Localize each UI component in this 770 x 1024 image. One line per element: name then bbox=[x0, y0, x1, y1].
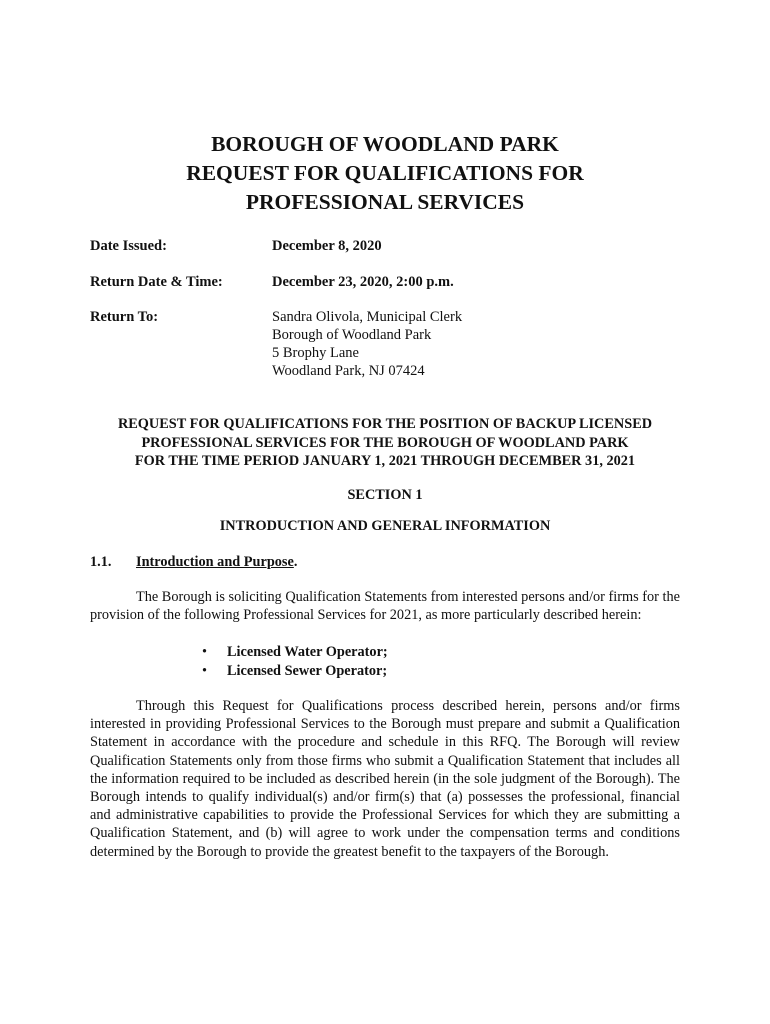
rfq-heading-line-1: REQUEST FOR QUALIFICATIONS FOR THE POSITION OF BACKUP LICENSED bbox=[117, 416, 653, 432]
section-number: SECTION 1 bbox=[347, 487, 423, 503]
date-issued-label: Date Issued: bbox=[90, 238, 167, 254]
return-date-label: Return Date & Time: bbox=[90, 274, 223, 290]
title-line-1: BOROUGH OF WOODLAND PARK bbox=[211, 132, 559, 156]
return-to-label: Return To: bbox=[90, 309, 159, 325]
rfq-heading-line-3: FOR THE TIME PERIOD JANUARY 1, 2021 THROUGH DECEMBER 31, 2021 bbox=[134, 453, 636, 469]
subsection-title bbox=[136, 553, 297, 571]
subsection-title-text: Introduction and Purpose bbox=[136, 554, 294, 570]
address-line: 5 Brophy Lane bbox=[272, 345, 359, 361]
title-line-2: REQUEST FOR QUALIFICATIONS FOR bbox=[186, 161, 584, 185]
document-title bbox=[0, 130, 770, 217]
subsection-number: 1.1. bbox=[90, 554, 112, 570]
list-item bbox=[200, 662, 388, 681]
list-item bbox=[200, 643, 388, 662]
bullet-icon: • bbox=[202, 662, 208, 679]
subsection-title-suffix: . bbox=[293, 554, 298, 570]
rfq-heading-line-2: PROFESSIONAL SERVICES FOR THE BOROUGH OF WOODLAND PARK bbox=[141, 434, 629, 451]
return-date-value: December 23, 2020, 2:00 p.m. bbox=[272, 274, 454, 290]
return-to-address bbox=[272, 308, 462, 380]
date-issued-value: December 8, 2020 bbox=[272, 238, 382, 254]
rfq-heading bbox=[0, 415, 770, 471]
process-paragraph-text: Through this Request for Qualifications process described herein, persons and/or firms interested in providing Professional Services to the Borough must prepare and submit a Qualification Statement in accordance with the procedure and schedule in this RFQ. The Borough will review Qualification Statements only from those firms who submit a Qualification Statement that includes all the information required to be included as described herein (in the sole judgment of the Borough). The Borough intends to qualify individual(s) and/or firm(s) that (a) possesses the professional, financial and administrative capabilities to provide the Professional Services for which they are submitting a Qualification Statement, and (b) will agree to work under the compensation terms and conditions determined by the Borough to provide the greatest benefit to the taxpayers of the Borough. bbox=[90, 698, 680, 860]
address-line: Woodland Park, NJ 07424 bbox=[272, 363, 425, 379]
title-line-3: PROFESSIONAL SERVICES bbox=[245, 190, 525, 214]
process-paragraph bbox=[90, 697, 680, 861]
list-item-text: Licensed Water Operator; bbox=[227, 644, 388, 660]
services-list bbox=[200, 643, 388, 680]
section-title: INTRODUCTION AND GENERAL INFORMATION bbox=[219, 518, 551, 534]
address-line: Borough of Woodland Park bbox=[272, 327, 432, 343]
intro-paragraph-text: The Borough is soliciting Qualification Statements from interested persons and/or firms for the provision of the following Professional Services for 2021, as more particularly described herein: bbox=[90, 589, 680, 624]
list-item-text: Licensed Sewer Operator; bbox=[227, 662, 388, 679]
address-line: Sandra Olivola, Municipal Clerk bbox=[272, 309, 463, 325]
bullet-icon: • bbox=[202, 644, 208, 660]
intro-paragraph bbox=[90, 588, 680, 624]
